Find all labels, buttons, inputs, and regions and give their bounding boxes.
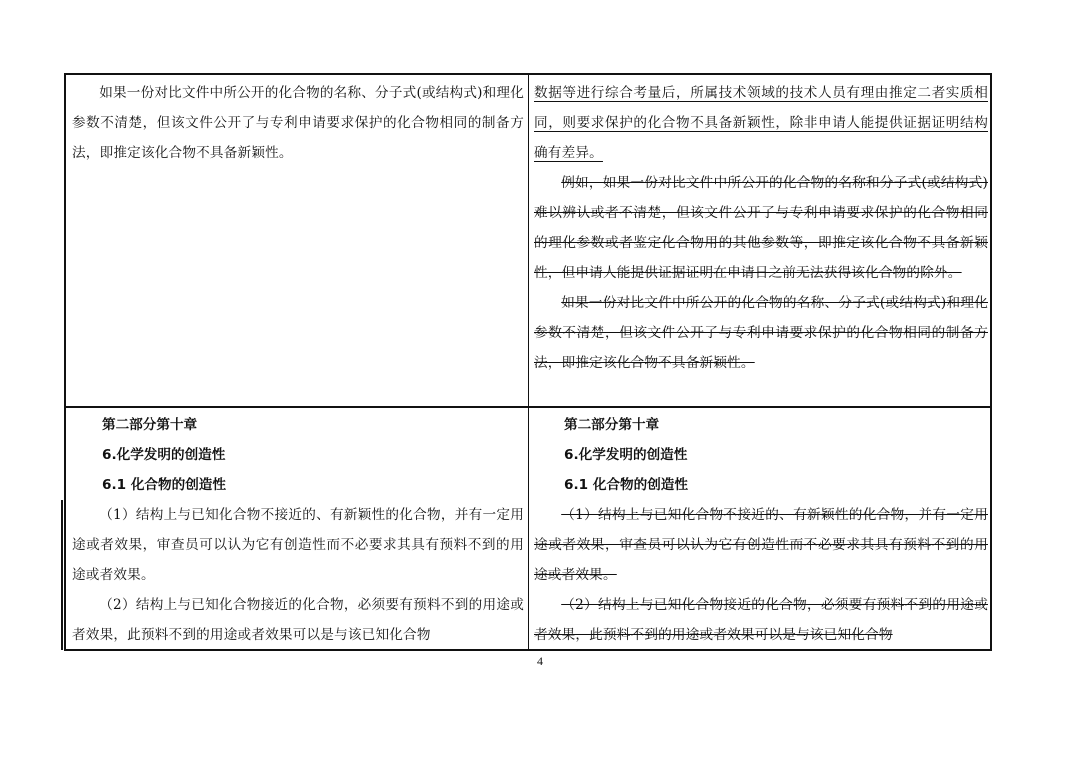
deleted-paragraph-preparation: 如果一份对比文件中所公开的化合物的名称、分子式(或结构式)和理化参数不清楚，但该文件公开了与专利申请要求保护的化合物相同的制备方法，即推定该化合物不具备新颖性。 — [534, 295, 988, 371]
original-paragraph: 如果一份对比文件中所公开的化合物的名称、分子式(或结构式)和理化参数不清楚，但该文件公开了与专利申请要求保护的化合物相同的制备方法，即推定该化合物不具备新颖性。 — [72, 85, 525, 161]
chapter-heading: 第二部分第十章 — [102, 417, 198, 433]
deleted-item-1-paragraph: （1）结构上与已知化合物不接近的、有新颖性的化合物，并有一定用途或者效果，审查员可以认为它有创造性而不必要求其具有预料不到的用途或者效果。 — [534, 507, 988, 583]
row-divider — [66, 406, 990, 408]
section-heading: 6.化学发明的创造性 — [564, 447, 688, 463]
added-paragraph: 数据等进行综合考量后，所属技术领域的技术人员有理由推定二者实质相同，则要求保护的化合物不具备新颖性，除非申请人能提供证据证明结构确有差异。 — [534, 85, 988, 161]
subsection-heading: 6.1 化合物的创造性 — [102, 477, 226, 493]
page-number: 4 — [537, 654, 543, 668]
item-1-paragraph: （1）结构上与已知化合物不接近的、有新颖性的化合物，并有一定用途或者效果，审查员可以认为它有创造性而不必要求其具有预料不到的用途或者效果。 — [72, 507, 524, 583]
section-heading: 6.化学发明的创造性 — [102, 447, 226, 463]
cell-top-left — [72, 78, 524, 168]
deleted-paragraph-example: 例如，如果一份对比文件中所公开的化合物的名称和分子式(或结构式)难以辨认或者不清楚，但该文件公开了与专利申请要求保护的化合物相同的理化参数或者鉴定化合物用的其他参数等，即推定该化合物不具备新颖性，但申请人能提供证据证明在申请日之前无法获得该化合物的除外。 — [534, 175, 988, 281]
cell-bottom-left — [72, 410, 524, 650]
revision-margin-bar — [61, 500, 63, 650]
item-2-paragraph: （2）结构上与已知化合物接近的化合物，必须要有预料不到的用途或者效果，此预料不到的用途或者效果可以是与该已知化合物 — [72, 597, 524, 643]
comparison-table — [64, 73, 992, 651]
cell-top-right — [534, 78, 988, 378]
column-divider — [528, 75, 529, 649]
chapter-heading: 第二部分第十章 — [564, 417, 660, 433]
deleted-item-2-paragraph: （2）结构上与已知化合物接近的化合物，必须要有预料不到的用途或者效果，此预料不到的用途或者效果可以是与该已知化合物 — [534, 597, 988, 643]
subsection-heading: 6.1 化合物的创造性 — [564, 477, 688, 493]
cell-bottom-right — [534, 410, 988, 650]
